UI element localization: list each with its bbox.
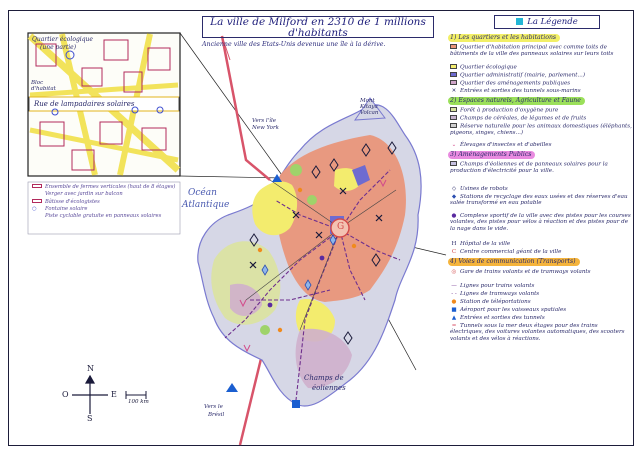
legend-item: — Lignes pour trains volants: [451, 283, 535, 289]
tram-line-icon: - -: [451, 291, 457, 297]
legend-item: ■ Aéroport pour les vaisseaux spatiales: [451, 307, 567, 313]
compass-e: E: [111, 390, 117, 399]
label-vers-ny-2: New York: [252, 125, 279, 131]
legend-item: Champs de céréales, de légumes et de fruits: [450, 115, 632, 122]
legend-item: Champs d'éoliennes et de panneaux solaires pour la production d'électricité pour la ville.: [450, 161, 608, 174]
station-icon: ◎: [451, 269, 457, 275]
label-mont-3: Volcan: [360, 110, 379, 116]
map-subtitle: Ancienne ville des Etats-Unis devenue une île à la dérive.: [202, 41, 386, 48]
compass-o: O: [62, 390, 69, 399]
label-vers-bresil-1: Vers le: [204, 404, 223, 410]
map-title: La ville de Milford en 2310 de 1 millions d'habitants: [202, 16, 434, 38]
legend-section-4: 4) Voies de communication (Transports): [448, 258, 580, 266]
legend-item: Quartier des aménagements publiques: [450, 80, 632, 87]
legend-title-icon: [516, 18, 523, 25]
legend-item: Forêt à production d'oxygène pure: [450, 107, 632, 114]
label-mont-1: Mont: [360, 98, 375, 104]
legend-panel: [446, 12, 632, 442]
insect-icon: ⌄: [451, 142, 457, 148]
circle-icon: ●: [451, 213, 457, 219]
tunnel-icon: ═: [452, 323, 456, 329]
legend-item: ▲ Entrées et sorties des tunnels: [451, 315, 545, 321]
legend-item: ✕ Entrées et sorties des tunnels sous-marins: [451, 88, 581, 94]
cross-icon: ✕: [451, 88, 457, 94]
legend-item: - - Lignes de tramways volants: [451, 291, 540, 297]
teleport-icon: ●: [451, 299, 457, 305]
inset-label-quarter: Quartier écologique: [32, 36, 93, 43]
inset-legend-item: Ensemble de fermes verticales (haut de 8 étages): [32, 184, 178, 191]
scale-label: 100 km: [128, 399, 149, 405]
legend-section-1: 1) Les quartiers et les habitations: [448, 34, 560, 42]
legend-item: ◎ Gare de trains volants et de tramways volants: [451, 269, 591, 275]
label-champs-1: Champs de: [304, 374, 344, 382]
label-champs-2: éoliennes: [312, 384, 346, 392]
legend-section-2: 2) Espaces naturels, Agriculture et Faune: [448, 97, 585, 105]
inset-legend: [32, 184, 178, 220]
inset-label-quarter-sub: (une partie): [40, 44, 77, 51]
label-vers-bresil-2: Brésil: [208, 412, 225, 418]
water-diamond-icon: ◆: [451, 194, 457, 200]
ocean-label-1: Océan: [188, 188, 217, 198]
ocean-label-2: Atlantique: [182, 200, 230, 210]
legend-item: C Centre commercial géant de la ville: [451, 249, 562, 255]
legend-item: ● Complexe sportif de la ville avec des pistes pour les courses volantes, des pistes pour vélos à réaction et des pistes pour de la nage dans le vide.: [450, 213, 631, 232]
legend-item: ═ Tunnels sous la mer deux étages pour des trains électriques, des voitures volantes automatiques, des scooters volants et des vélos à réactions.: [450, 323, 625, 342]
compass-n: N: [87, 364, 94, 373]
g-icon: C: [451, 249, 457, 255]
inset-label-bloc: Bloc: [31, 80, 44, 86]
inset-legend-item: Bâtisse d'écologistes: [32, 199, 178, 206]
inset-legend-item: Verger avec jardin sur balcon: [45, 190, 123, 197]
legend-item: ◆ Stations de recyclage des eaux usées et des réserves d'eau salée transformé en eau potable: [450, 194, 628, 207]
inset-legend-item: Piste cyclable gratuite en panneaux solaires: [45, 213, 162, 220]
legend-item: Quartier administratif (mairie, parlement...): [450, 72, 632, 79]
city-center-marker: G: [337, 222, 345, 232]
diamond-icon: ◇: [451, 186, 457, 192]
legend-title: La Légende: [494, 15, 600, 29]
label-vers-ny-1: Vers l'île: [252, 118, 276, 124]
inset-label-habitat: d'habitat: [31, 86, 56, 92]
legend-item: H Hôpital de la ville: [451, 241, 511, 247]
hospital-icon: H: [451, 241, 457, 247]
train-line-icon: —: [451, 283, 457, 289]
legend-item: Quartier d'habitation principal avec comme toits de bâtiments de la ville des panneaux solaires sur leurs toits: [450, 44, 614, 57]
compass-s: S: [87, 414, 93, 423]
label-mont-2: Kitaya: [360, 104, 378, 110]
legend-item: ⌄ Élevages d'insectes et d'abeilles: [451, 142, 552, 148]
triangle-icon: ▲: [451, 315, 457, 321]
legend-item: Réserve naturelle pour les animaux domestiques (éléphants, pigeons, singes, chiens...): [450, 123, 632, 136]
inset-label-street: Rue de lampadaires solaires: [34, 100, 135, 108]
inset-legend-item: ○ Fontaine solaire: [32, 206, 88, 213]
legend-item: ◇ Usines de robots: [451, 186, 508, 192]
legend-item: Quartier écologique: [450, 64, 632, 71]
square-icon: ■: [451, 307, 457, 313]
legend-item: ● Station de téléportations: [451, 299, 531, 305]
legend-section-3: 3) Aménagements Publics: [448, 151, 535, 159]
